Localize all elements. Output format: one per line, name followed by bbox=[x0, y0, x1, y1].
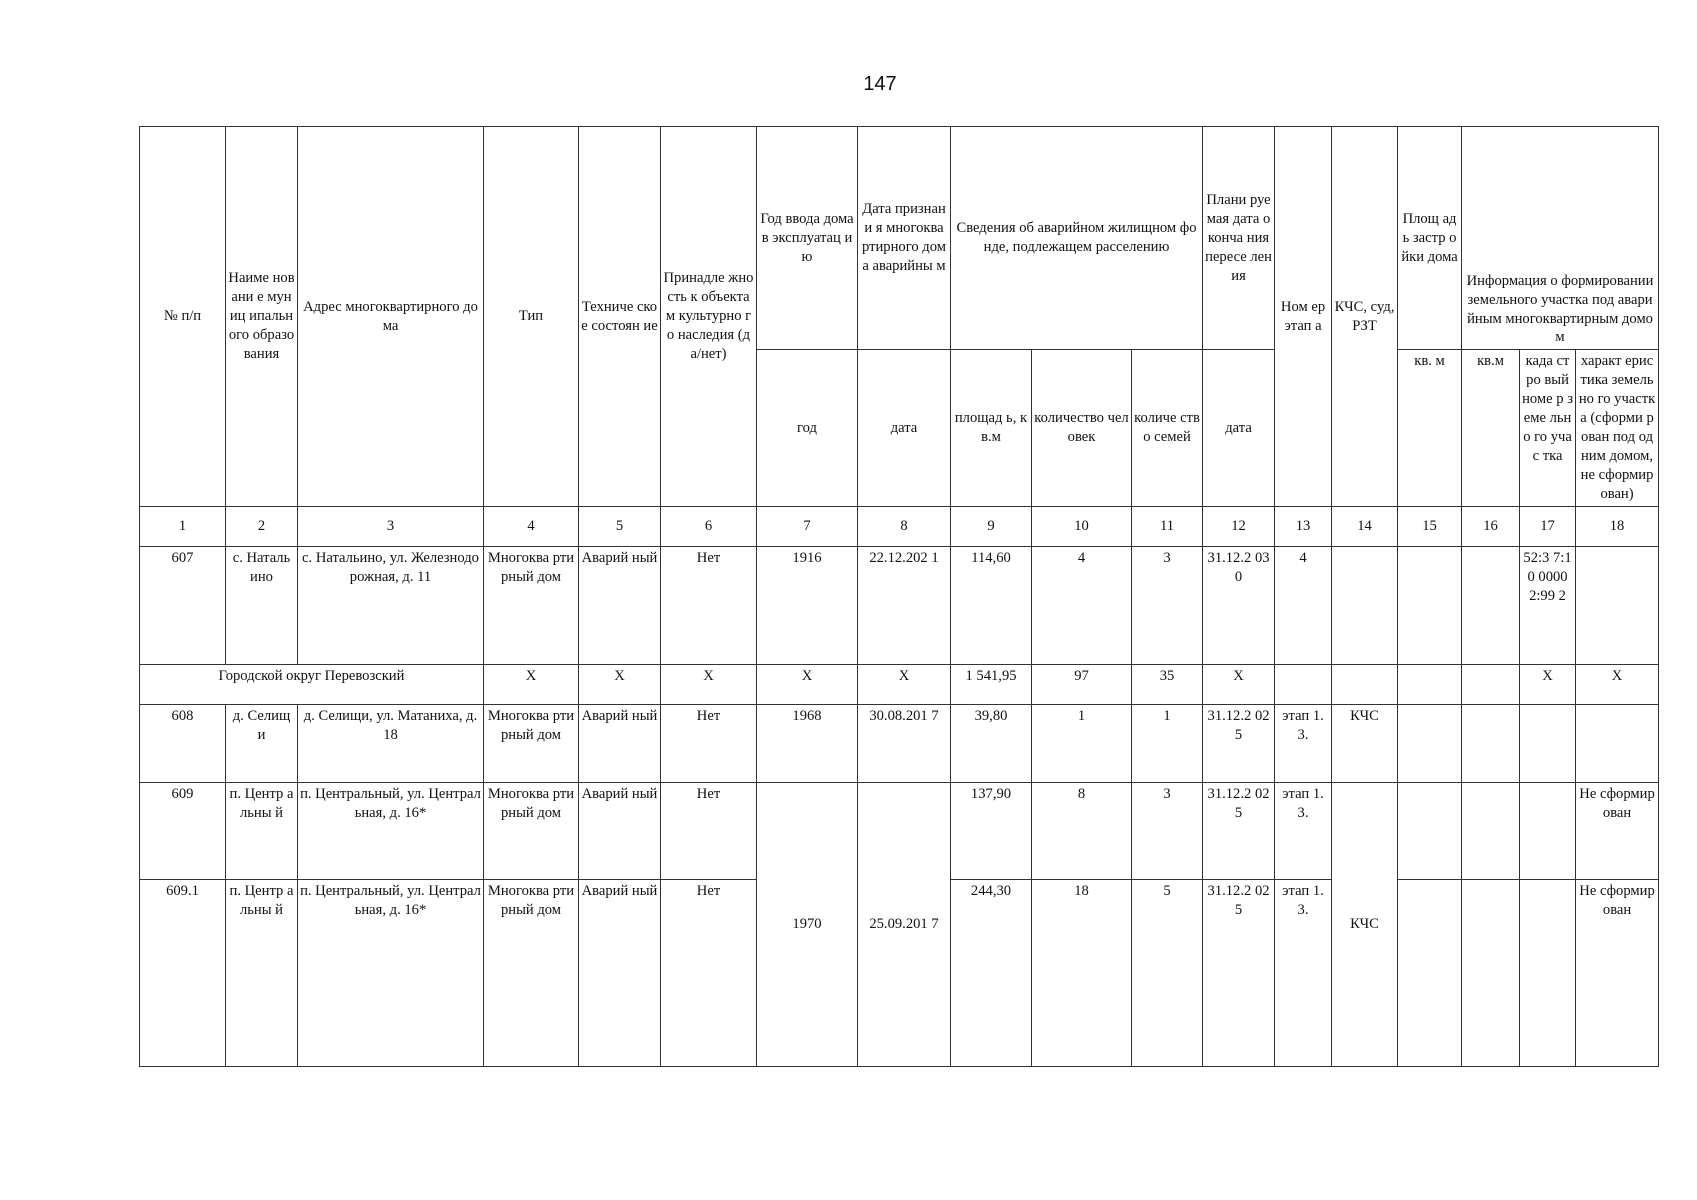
total-land-char: X bbox=[1576, 665, 1659, 705]
cell-build-area bbox=[1398, 783, 1462, 880]
header-year: Год ввода дома в эксплуатац ию bbox=[757, 127, 858, 350]
total-row bbox=[140, 665, 1659, 705]
cell-stage: этап 1.3. bbox=[1275, 705, 1332, 783]
cell-families: 1 bbox=[1132, 705, 1203, 783]
header-kchs: КЧС, суд, РЗТ bbox=[1332, 127, 1398, 507]
sub-end-date: дата bbox=[1203, 350, 1275, 507]
total-condition: X bbox=[579, 665, 661, 705]
cell-land-area bbox=[1462, 705, 1520, 783]
total-kchs bbox=[1332, 665, 1398, 705]
table-row bbox=[140, 783, 1659, 880]
cell-stage: этап 1.3. bbox=[1275, 783, 1332, 880]
cell-cadastral bbox=[1520, 705, 1576, 783]
cell-land-area bbox=[1462, 547, 1520, 665]
cell-condition: Аварий ный bbox=[579, 783, 661, 880]
cell-stage: этап 1.3. bbox=[1275, 880, 1332, 1067]
header-row bbox=[140, 127, 1659, 350]
column-number: 6 bbox=[661, 507, 757, 547]
cell-end-date: 31.12.2 025 bbox=[1203, 705, 1275, 783]
table-row bbox=[140, 705, 1659, 783]
cell-condition: Аварий ный bbox=[579, 880, 661, 1067]
cell-heritage: Нет bbox=[661, 783, 757, 880]
total-date: X bbox=[858, 665, 951, 705]
cell-end-date: 31.12.2 025 bbox=[1203, 880, 1275, 1067]
cell-num: 608 bbox=[140, 705, 226, 783]
cell-stage: 4 bbox=[1275, 547, 1332, 665]
cell-date: 22.12.202 1 bbox=[858, 547, 951, 665]
column-number: 11 bbox=[1132, 507, 1203, 547]
total-families: 35 bbox=[1132, 665, 1203, 705]
sub-area: площад ь, кв.м bbox=[951, 350, 1032, 507]
cell-address: п. Центральный, ул. Центральная, д. 16* bbox=[298, 880, 484, 1067]
header-build-area: Площ адь застр ойки дома bbox=[1398, 127, 1462, 350]
cell-address: с. Натальино, ул. Железнодорожная, д. 11 bbox=[298, 547, 484, 665]
cell-build-area bbox=[1398, 705, 1462, 783]
column-number: 17 bbox=[1520, 507, 1576, 547]
cell-area: 244,30 bbox=[951, 880, 1032, 1067]
table-row bbox=[140, 547, 1659, 665]
header-stage: Ном ер этап а bbox=[1275, 127, 1332, 507]
sub-families: количе ство семей bbox=[1132, 350, 1203, 507]
cell-people: 4 bbox=[1032, 547, 1132, 665]
cell-people: 18 bbox=[1032, 880, 1132, 1067]
total-heritage: X bbox=[661, 665, 757, 705]
cell-end-date: 31.12.2 030 bbox=[1203, 547, 1275, 665]
page-number: 147 bbox=[863, 73, 897, 95]
column-number: 14 bbox=[1332, 507, 1398, 547]
header-municipality: Наиме новани е муниц ипальн ого образо вания bbox=[226, 127, 298, 507]
cell-cadastral bbox=[1520, 880, 1576, 1067]
header-housing-info: Сведения об аварийном жилищном фонде, подлежащем расселению bbox=[951, 127, 1203, 350]
cell-heritage: Нет bbox=[661, 880, 757, 1067]
column-number: 3 bbox=[298, 507, 484, 547]
cell-end-date: 31.12.2 025 bbox=[1203, 783, 1275, 880]
cell-build-area bbox=[1398, 880, 1462, 1067]
cell-type: Многоква ртирный дом bbox=[484, 880, 579, 1067]
header-heritage: Принадле жность к объектам культурно го наследия (да/нет) bbox=[661, 127, 757, 507]
cell-land-char: Не сформир ован bbox=[1576, 880, 1659, 1067]
cell-num: 607 bbox=[140, 547, 226, 665]
total-type: X bbox=[484, 665, 579, 705]
total-cadastral: X bbox=[1520, 665, 1576, 705]
cell-kchs: КЧС bbox=[1332, 705, 1398, 783]
cell-municipality: д. Селищ и bbox=[226, 705, 298, 783]
column-number: 4 bbox=[484, 507, 579, 547]
cell-people: 1 bbox=[1032, 705, 1132, 783]
cell-heritage: Нет bbox=[661, 547, 757, 665]
cell-type: Многоква ртирный дом bbox=[484, 547, 579, 665]
column-number: 9 bbox=[951, 507, 1032, 547]
column-number: 15 bbox=[1398, 507, 1462, 547]
cell-year-merged: 1970 bbox=[757, 783, 858, 1067]
cell-area: 137,90 bbox=[951, 783, 1032, 880]
cell-people: 8 bbox=[1032, 783, 1132, 880]
total-people: 97 bbox=[1032, 665, 1132, 705]
header-recognition-date: Дата признани я многоква ртирного дома аварийны м bbox=[858, 127, 951, 350]
cell-cadastral: 52:3 7:10 0000 2:99 2 bbox=[1520, 547, 1576, 665]
header-condition: Техниче ское состоян ие bbox=[579, 127, 661, 507]
cell-kchs bbox=[1332, 547, 1398, 665]
cell-date: 30.08.201 7 bbox=[858, 705, 951, 783]
cell-area: 114,60 bbox=[951, 547, 1032, 665]
cell-municipality: с. Наталь ино bbox=[226, 547, 298, 665]
column-number: 5 bbox=[579, 507, 661, 547]
cell-type: Многоква ртирный дом bbox=[484, 783, 579, 880]
header-land-char: характ еристика земельно го участка (сформи рован под одним домом, не сформир ован) bbox=[1576, 350, 1659, 507]
total-end-date: X bbox=[1203, 665, 1275, 705]
header-cadastral: када стро вый номе р земе льно го учас тка bbox=[1520, 350, 1576, 507]
total-stage bbox=[1275, 665, 1332, 705]
sub-people: количество человек bbox=[1032, 350, 1132, 507]
total-land-area bbox=[1462, 665, 1520, 705]
cell-land-char bbox=[1576, 547, 1659, 665]
cell-type: Многоква ртирный дом bbox=[484, 705, 579, 783]
cell-land-char bbox=[1576, 705, 1659, 783]
cell-date-merged: 25.09.201 7 bbox=[858, 783, 951, 1067]
sub-year: год bbox=[757, 350, 858, 507]
cell-condition: Аварий ный bbox=[579, 547, 661, 665]
column-number: 18 bbox=[1576, 507, 1659, 547]
cell-num: 609 bbox=[140, 783, 226, 880]
column-number-row bbox=[140, 507, 1659, 547]
sub-date: дата bbox=[858, 350, 951, 507]
header-resettlement-end: Плани руемая дата оконча ния пересе ления bbox=[1203, 127, 1275, 350]
cell-year: 1968 bbox=[757, 705, 858, 783]
column-number: 2 bbox=[226, 507, 298, 547]
header-address: Адрес многоквартирного дома bbox=[298, 127, 484, 507]
cell-num: 609.1 bbox=[140, 880, 226, 1067]
header-num: № п/п bbox=[140, 127, 226, 507]
cell-build-area bbox=[1398, 547, 1462, 665]
cell-families: 3 bbox=[1132, 547, 1203, 665]
total-label: Городской округ Перевозский bbox=[140, 665, 484, 705]
cell-land-char: Не сформир ован bbox=[1576, 783, 1659, 880]
column-number: 8 bbox=[858, 507, 951, 547]
cell-municipality: п. Центр альны й bbox=[226, 880, 298, 1067]
cell-year: 1916 bbox=[757, 547, 858, 665]
cell-land-area bbox=[1462, 880, 1520, 1067]
cell-area: 39,80 bbox=[951, 705, 1032, 783]
cell-kchs-merged: КЧС bbox=[1332, 783, 1398, 1067]
cell-land-area bbox=[1462, 783, 1520, 880]
cell-cadastral bbox=[1520, 783, 1576, 880]
total-area: 1 541,95 bbox=[951, 665, 1032, 705]
column-number: 7 bbox=[757, 507, 858, 547]
total-build-area bbox=[1398, 665, 1462, 705]
cell-families: 5 bbox=[1132, 880, 1203, 1067]
cell-address: д. Селищи, ул. Матаниха, д. 18 bbox=[298, 705, 484, 783]
column-number: 12 bbox=[1203, 507, 1275, 547]
column-number: 13 bbox=[1275, 507, 1332, 547]
column-number: 10 bbox=[1032, 507, 1132, 547]
column-number: 1 bbox=[140, 507, 226, 547]
header-land-info: Информация о формировании земельного участка под аварийным многоквартирным домом bbox=[1462, 127, 1659, 350]
emergency-housing-table bbox=[139, 126, 1659, 1067]
cell-address: п. Центральный, ул. Центральная, д. 16* bbox=[298, 783, 484, 880]
cell-municipality: п. Центр альны й bbox=[226, 783, 298, 880]
header-type: Тип bbox=[484, 127, 579, 507]
cell-condition: Аварий ный bbox=[579, 705, 661, 783]
sub-build-area-unit: кв. м bbox=[1398, 350, 1462, 507]
cell-heritage: Нет bbox=[661, 705, 757, 783]
column-number: 16 bbox=[1462, 507, 1520, 547]
total-year: X bbox=[757, 665, 858, 705]
sub-land-area-unit: кв.м bbox=[1462, 350, 1520, 507]
cell-families: 3 bbox=[1132, 783, 1203, 880]
